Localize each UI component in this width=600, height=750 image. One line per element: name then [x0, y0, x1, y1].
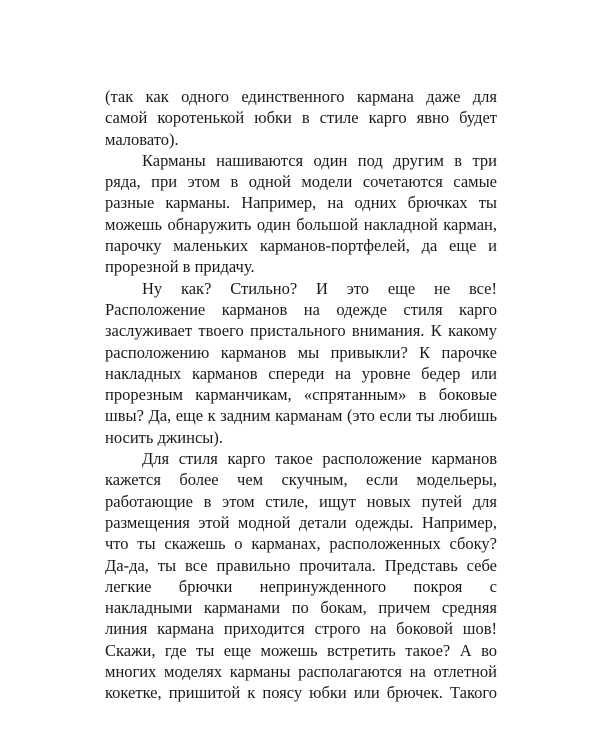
text-line: Скажи, где ты еще можешь встретить такое? А во [105, 640, 497, 660]
text-line: размещения этой модной детали одежды. Например, [105, 512, 497, 532]
text-line: ряда, при этом в одной модели сочетаются самые [105, 172, 497, 192]
text-line: Карманы нашиваются один под другим в три [142, 150, 497, 170]
text-line: легкие брючки непринужденного покроя с [105, 576, 497, 596]
text-line: разные карманы. Например, на одних брючках ты [105, 193, 497, 213]
text-line: Да-да, ты все правильно прочитала. Представь себе [105, 555, 497, 575]
text-line: можешь обнаружить один большой накладной карман, [105, 214, 497, 234]
text-line: многих моделях карманы располагаются на отлетной [105, 662, 497, 682]
text-line: кокетке, пришитой к поясу юбки или брючек. Такого [105, 683, 497, 703]
text-line: что ты скажешь о карманах, расположенных сбоку? [105, 534, 497, 554]
text-line: Расположение карманов на одежде стиля карго [105, 299, 497, 319]
paragraph-2 [105, 150, 497, 278]
text-line: Ну как? Стильно? И это еще не все! [142, 278, 497, 298]
text-line: прорезной в придачу. [105, 257, 255, 277]
text-line: парочку маленьких карманов-портфелей, да еще и [105, 236, 497, 256]
text-line: накладными карманами по бокам, причем средняя [105, 598, 497, 618]
text-line: накладных карманов спереди на уровне бедер или [105, 363, 497, 383]
text-line: самой коротенькой юбки в стиле карго явно будет [105, 108, 497, 128]
paragraph-3 [105, 278, 497, 448]
text-line: маловато). [105, 129, 179, 149]
text-line: линия кармана приходится строго на боковой шов! [105, 619, 497, 639]
text-line: прорезным карманчикам, «спрятанным» в боковые [105, 385, 497, 405]
paragraph-1 [105, 86, 497, 150]
body-text [105, 86, 497, 704]
text-line: Для стиля карго такое расположение карманов [142, 449, 497, 469]
text-line: заслуживает твоего пристального внимания. К какому [105, 321, 497, 341]
text-line: швы? Да, еще к задним карманам (это если ты любишь [105, 406, 497, 426]
text-line: работающие в этом стиле, ищут новых путей для [105, 491, 497, 511]
text-line: носить джинсы). [105, 427, 223, 447]
paragraph-4 [105, 448, 497, 704]
text-line: кажется более чем скучным, если модельеры, [105, 470, 497, 490]
text-line: (так как одного единственного кармана даже для [105, 87, 497, 106]
text-line: расположению карманов мы привыкли? К парочке [105, 342, 497, 362]
